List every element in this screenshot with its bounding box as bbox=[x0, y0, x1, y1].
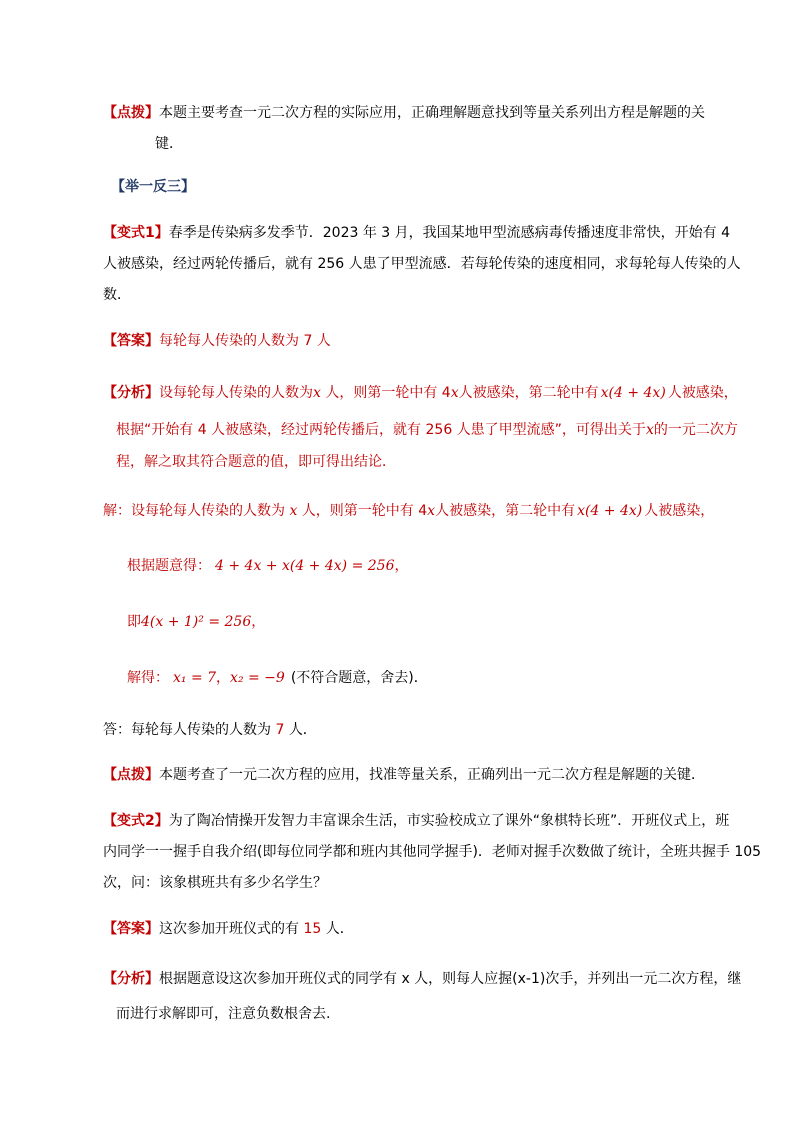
variant1-line2: 人被感染，经过两轮传播后，就有 256 人患了甲型流感．若每轮传染的速度相同，求每轮每人传染的人 bbox=[103, 256, 741, 272]
sol3-end: ， bbox=[251, 614, 266, 630]
root-note: (不符合题意，舍去)． bbox=[290, 670, 428, 686]
variant2-question bbox=[103, 811, 729, 831]
tip-tag: 【点拨】 bbox=[103, 105, 159, 121]
analysis-expr: x(4 + 4x) bbox=[600, 385, 666, 401]
analysis-var-x: x bbox=[450, 385, 459, 401]
solution-line1 bbox=[103, 501, 714, 521]
analysis2-var: x bbox=[645, 422, 654, 438]
analysis-text-c: 人被感染，第二轮中有 bbox=[458, 385, 599, 401]
sol1-b: 人，则第一轮中有 4 bbox=[297, 503, 428, 519]
variant2-analysis-tag: 【分析】 bbox=[103, 971, 159, 987]
solution-line4 bbox=[127, 668, 428, 688]
root-sep: ， bbox=[216, 670, 231, 686]
variant2-line1: 为了陶冶情操开发智力丰富课余生活，市实验校成立了课外“象棋特长班”．开班仪式上，班 bbox=[168, 813, 730, 829]
variant1-tip bbox=[103, 765, 705, 785]
root-1: x₁ = 7 bbox=[173, 670, 217, 686]
variant1-answer bbox=[103, 331, 331, 351]
answer-text: 每轮每人传染的人数为 7 人 bbox=[159, 333, 331, 349]
answer-tag: 【答案】 bbox=[103, 333, 159, 349]
sol3-equation: 4(x + 1)² = 256 bbox=[141, 614, 252, 630]
sol2-end: ， bbox=[394, 558, 409, 574]
tip-text-cont: 键． bbox=[155, 136, 183, 152]
variant1-tag: 【变式1】 bbox=[103, 225, 169, 241]
root-2: x₂ = −9 bbox=[230, 670, 285, 686]
final-c: 人． bbox=[288, 722, 317, 738]
variant1-question bbox=[103, 223, 730, 243]
sol1-var2: x bbox=[427, 503, 436, 519]
variant2-analysis-1: 根据题意设这次参加开班仪式的同学有 x 人，则每人应握(x-1)次手，并列出一元二次方程，继 bbox=[159, 971, 742, 987]
sol1-a: 解：设每轮每人传染的人数为 bbox=[103, 503, 285, 519]
variant1-line3: 数． bbox=[103, 287, 131, 303]
variant1-line1: 春季是传染病多发季节．2023 年 3 月，我国某地甲型流感病毒传播速度非常快，开始有 4 bbox=[168, 225, 730, 241]
variant2-answer-b: 15 bbox=[299, 921, 326, 937]
sol1-var: x bbox=[285, 503, 298, 519]
variant1-analysis-3: 程，解之取其符合题意的值，即可得出结论． bbox=[116, 454, 396, 470]
sol1-expr: x(4 + 4x) bbox=[577, 503, 643, 519]
sol1-d: 人被感染， bbox=[644, 503, 715, 519]
analysis-tag: 【分析】 bbox=[103, 385, 159, 401]
variant1-analysis bbox=[103, 383, 738, 403]
analysis-text-a: 设每轮每人传染的人数为 bbox=[159, 385, 313, 401]
sol2-label: 根据题意得： bbox=[127, 558, 211, 574]
tip-paragraph-1 bbox=[103, 103, 705, 123]
variant2-answer-a: 这次参加开班仪式的有 bbox=[159, 921, 299, 937]
sol4-label: 解得： bbox=[127, 670, 169, 686]
variant2-answer-c: 人． bbox=[325, 921, 354, 937]
sol2-equation: 4 + 4x + x(4 + 4x) = 256 bbox=[215, 558, 395, 574]
variant2-tag: 【变式2】 bbox=[103, 813, 169, 829]
variant2-analysis-2: 而进行求解即可，注意负数根舍去. bbox=[116, 1006, 331, 1022]
solution-line3 bbox=[127, 612, 265, 632]
variant1-tip-text: 本题考查了一元二次方程的应用，找准等量关系，正确列出一元二次方程是解题的关键． bbox=[159, 767, 705, 783]
final-answer bbox=[103, 720, 317, 740]
tip-text: 本题主要考查一元二次方程的实际应用，正确理解题意找到等量关系列出方程是解题的关 bbox=[159, 105, 705, 121]
variant2-analysis bbox=[103, 969, 741, 989]
analysis2-text-b: 的一元二次方 bbox=[653, 422, 738, 438]
solution-line2 bbox=[127, 556, 408, 576]
variant1-tip-tag: 【点拨】 bbox=[103, 767, 159, 783]
variant2-line3: 次，问：该象棋班共有多少名学生？ bbox=[103, 875, 327, 891]
variant2-answer bbox=[103, 919, 354, 939]
analysis-var: x bbox=[313, 385, 321, 401]
section-heading: 【举一反三】 bbox=[111, 179, 195, 195]
sol3-label: 即 bbox=[127, 614, 141, 630]
variant2-line2: 内同学一一握手自我介绍(即每位同学都和班内其他同学握手)．老师对握手次数做了统计，全班共握手 105 bbox=[103, 844, 762, 860]
sol1-c: 人被感染，第二轮中有 bbox=[435, 503, 576, 519]
final-b: 7 bbox=[271, 722, 289, 738]
analysis-text-d: 人被感染， bbox=[667, 385, 738, 401]
analysis2-text: 根据“开始有 4 人被感染，经过两轮传播后，就有 256 人患了甲型流感”，可得出关于 bbox=[116, 422, 646, 438]
variant1-analysis-2 bbox=[116, 420, 738, 440]
variant2-answer-tag: 【答案】 bbox=[103, 921, 159, 937]
final-a: 答：每轮每人传染的人数为 bbox=[103, 722, 271, 738]
analysis-text-b: 人，则第一轮中有 4 bbox=[320, 385, 451, 401]
